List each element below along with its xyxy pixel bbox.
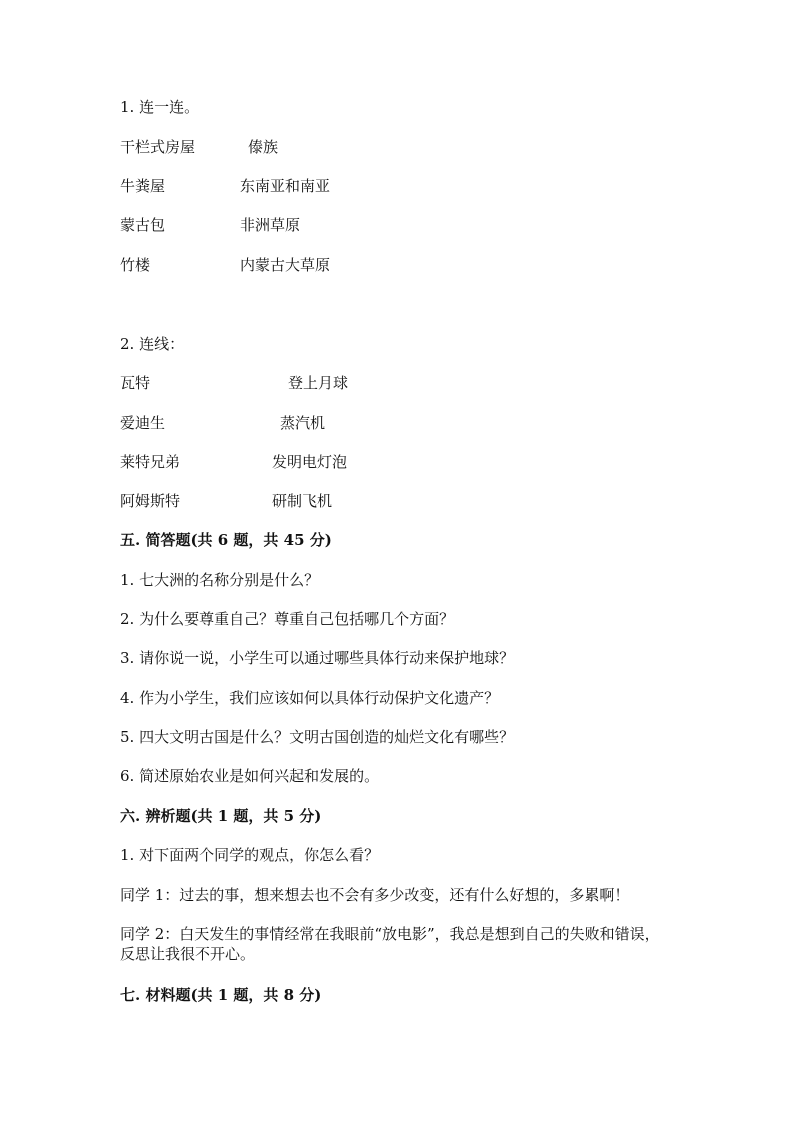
section5-heading: 五. 简答题(共 6 题，共 45 分) (120, 531, 332, 549)
match2-right-1: 登上月球 (288, 374, 349, 392)
match2-right-3: 发明电灯泡 (272, 453, 348, 471)
section5-question-5: 5. 四大文明古国是什么？文明古国创造的灿烂文化有哪些？ (120, 728, 515, 746)
match1-left-4: 竹楼 (120, 256, 151, 274)
match2-left-4: 阿姆斯特 (120, 492, 181, 510)
section5-question-6: 6. 简述原始农业是如何兴起和发展的。 (120, 767, 380, 785)
match2-left-1: 瓦特 (120, 374, 151, 392)
match1-left-1: 干栏式房屋 (120, 138, 196, 156)
match2-right-2: 蒸汽机 (280, 414, 326, 432)
match2-title: 2. 连线： (120, 335, 185, 353)
match2-left-2: 爱迪生 (120, 414, 166, 432)
match1-right-1: 傣族 (248, 138, 279, 156)
match1-right-4: 内蒙古大草原 (240, 256, 331, 274)
match1-right-3: 非洲草原 (240, 216, 301, 234)
section6-student2: 同学 2：白天发生的事情经常在我眼前“放电影”，我总是想到自己的失败和错误，反思让我很不开心。 (120, 925, 660, 963)
section7-heading: 七. 材料题(共 1 题，共 8 分) (120, 986, 322, 1004)
section6-question: 1. 对下面两个同学的观点，你怎么看？ (120, 846, 380, 864)
match2-left-3: 莱特兄弟 (120, 453, 181, 471)
section6-student1: 同学 1：过去的事，想来想去也不会有多少改变，还有什么好想的，多累啊！ (120, 886, 630, 904)
match1-title: 1. 连一连。 (120, 98, 200, 116)
match1-left-3: 蒙古包 (120, 216, 166, 234)
section5-question-3: 3. 请你说一说，小学生可以通过哪些具体行动来保护地球？ (120, 649, 515, 667)
section6-heading: 六. 辨析题(共 1 题，共 5 分) (120, 807, 322, 825)
section5-question-2: 2. 为什么要尊重自己？尊重自己包括哪几个方面？ (120, 610, 455, 628)
match1-left-2: 牛粪屋 (120, 177, 166, 195)
section5-question-1: 1. 七大洲的名称分别是什么？ (120, 571, 320, 589)
section5-question-4: 4. 作为小学生，我们应该如何以具体行动保护文化遗产？ (120, 689, 500, 707)
match1-right-2: 东南亚和南亚 (240, 177, 331, 195)
match2-right-4: 研制飞机 (272, 492, 333, 510)
